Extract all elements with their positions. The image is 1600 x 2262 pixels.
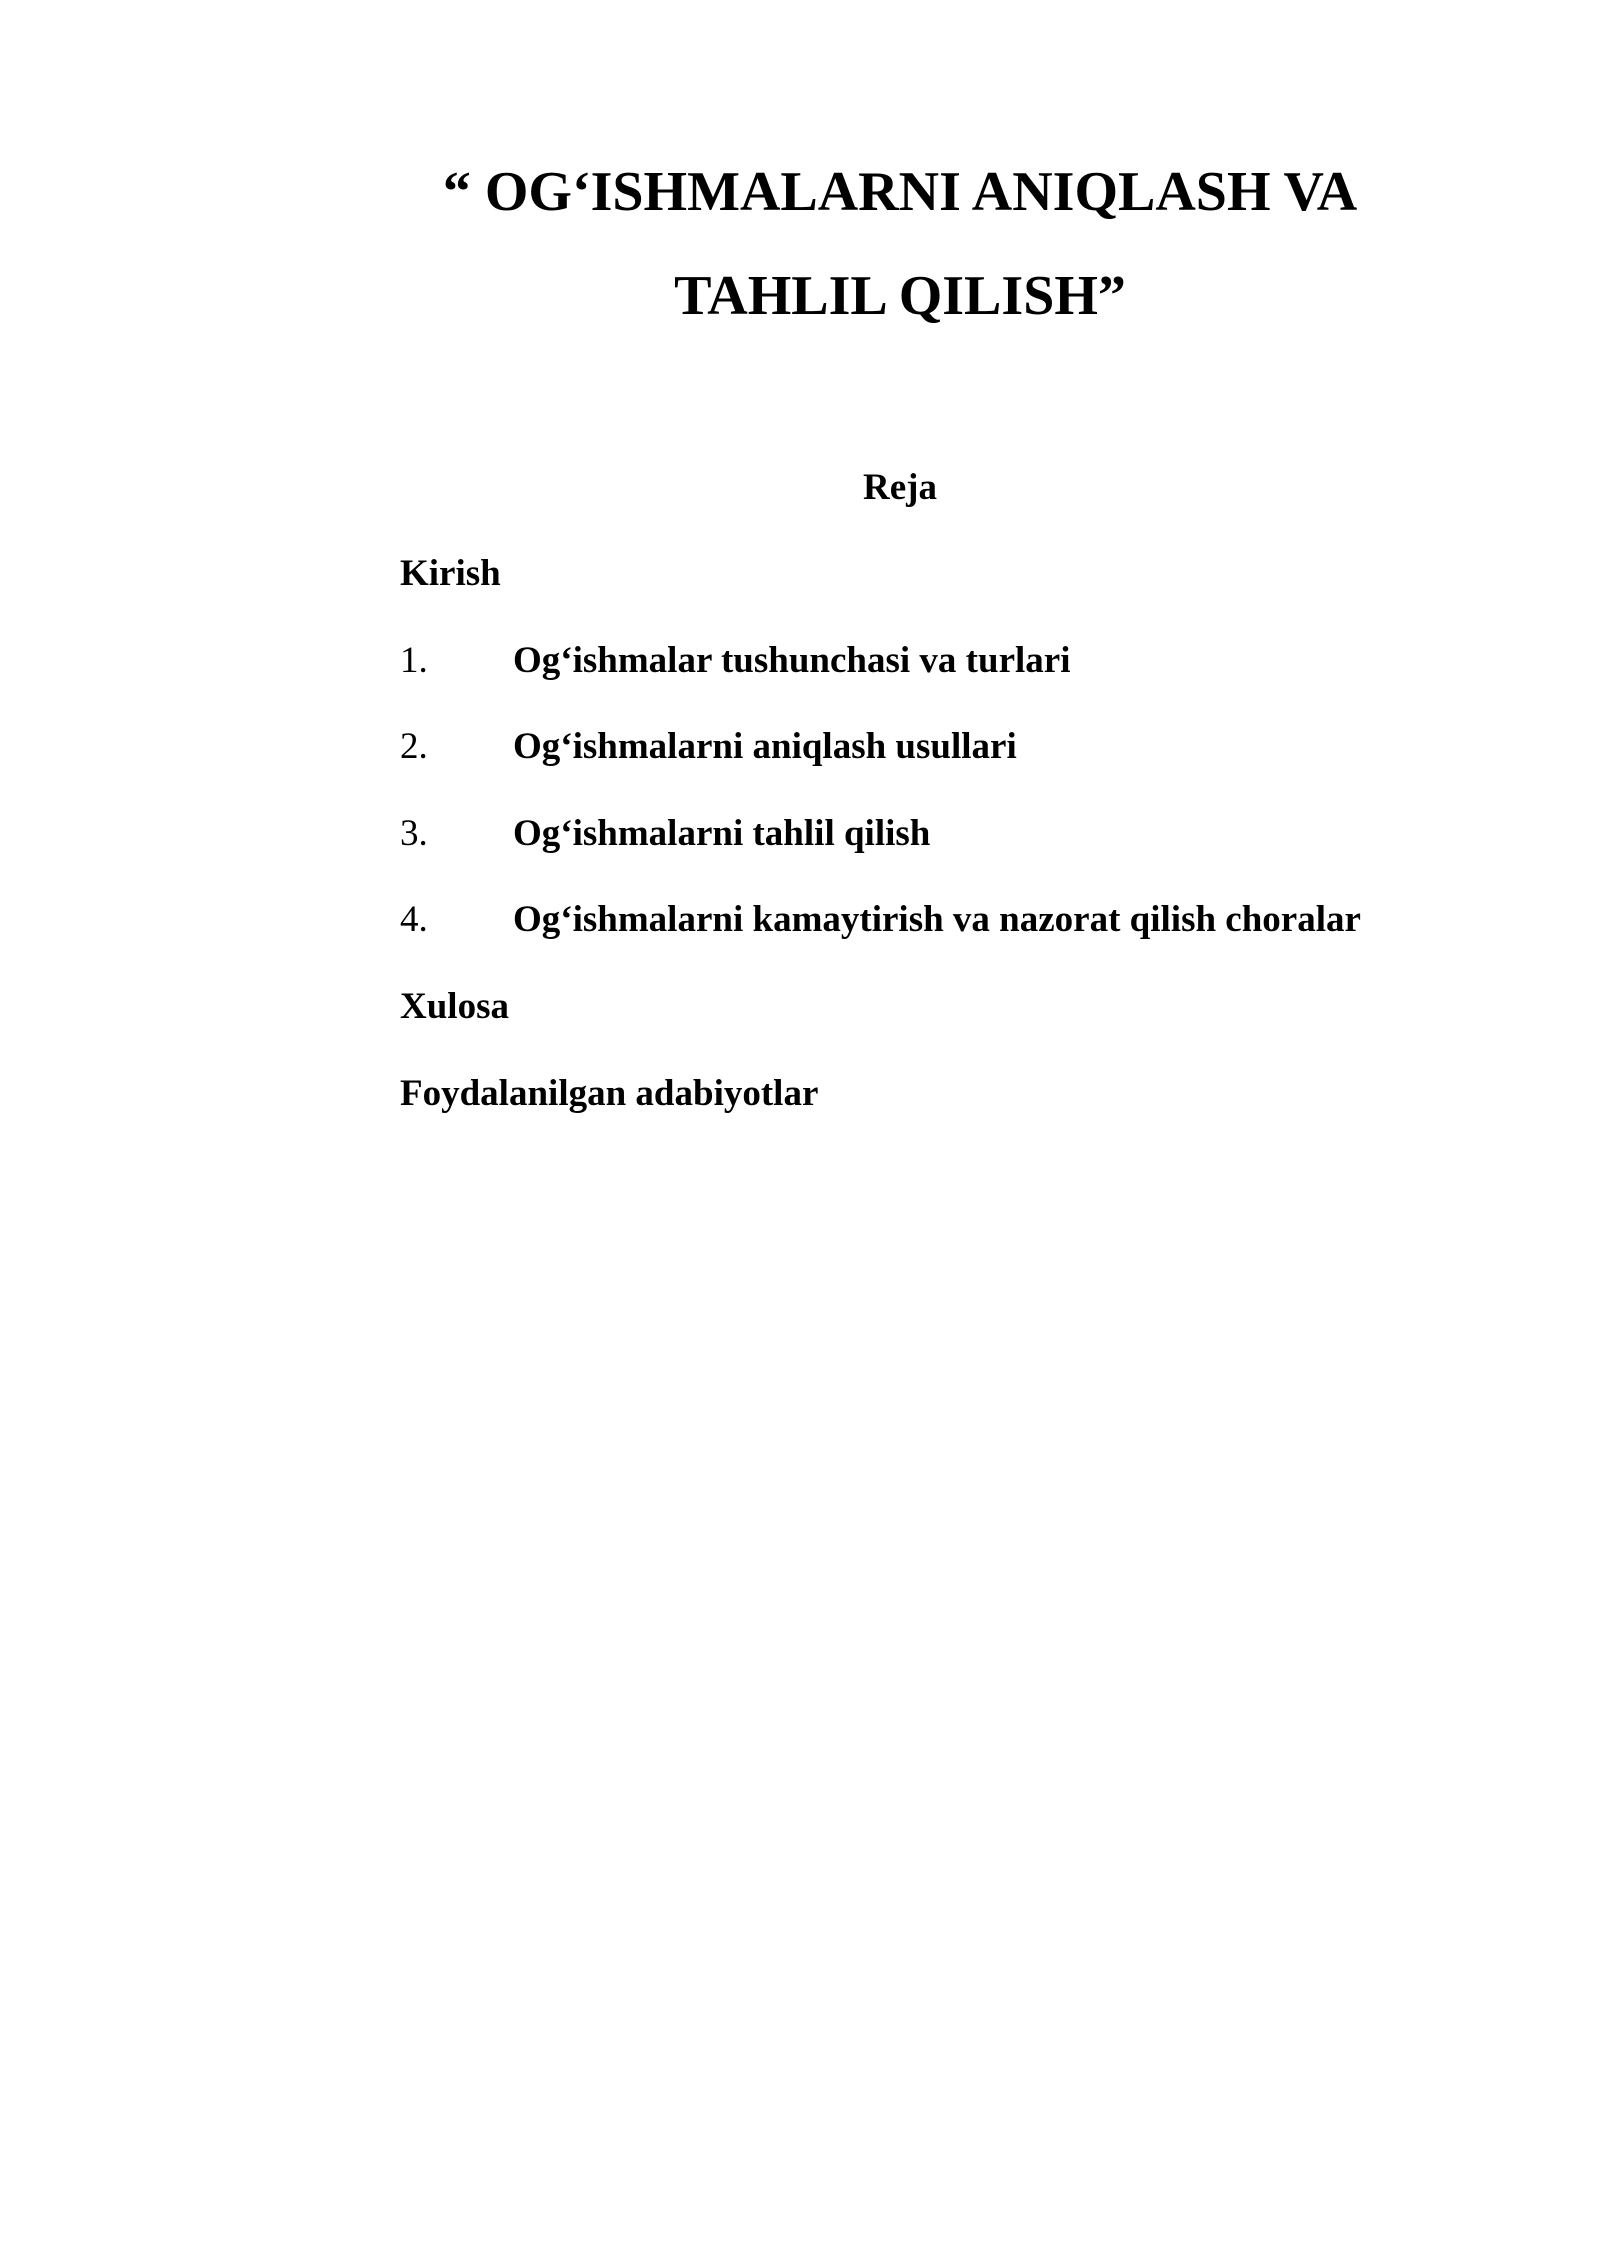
- toc-item-section-2: [400, 721, 1400, 808]
- toc-item-label: Foydalanilgan adabiyotlar: [400, 1072, 819, 1114]
- table-of-contents: [400, 548, 1400, 1154]
- toc-item-intro: [400, 548, 1400, 635]
- toc-item-label: Kirish: [400, 553, 501, 594]
- toc-item-number: 4.: [400, 899, 428, 941]
- toc-item-label: Xulosa: [400, 985, 509, 1027]
- toc-item-references: [400, 1068, 1400, 1155]
- plan-heading: Reja: [863, 467, 937, 508]
- title-line-2: TAHLIL QILISH”: [674, 265, 1126, 327]
- toc-item-label: Og‘ishmalarni tahlil qilish: [513, 812, 931, 854]
- toc-item-section-3: [400, 808, 1400, 895]
- toc-item-label: Og‘ishmalarni aniqlash usullari: [513, 726, 1017, 768]
- toc-item-section-4: [400, 894, 1400, 981]
- title-line-1: “ OG‘ISHMALARNI ANIQLASH VA: [442, 161, 1358, 223]
- document-title: [400, 140, 1400, 348]
- toc-item-number: 3.: [400, 812, 428, 854]
- toc-item-label: Og‘ishmalar tushunchasi va turlari: [513, 639, 1071, 681]
- toc-item-number: 1.: [400, 639, 428, 681]
- toc-item-number: 2.: [400, 726, 428, 768]
- toc-item-conclusion: [400, 981, 1400, 1068]
- toc-item-section-1: [400, 635, 1400, 722]
- toc-item-label: Og‘ishmalarni kamaytirish va nazorat qilish choralar: [513, 899, 1361, 941]
